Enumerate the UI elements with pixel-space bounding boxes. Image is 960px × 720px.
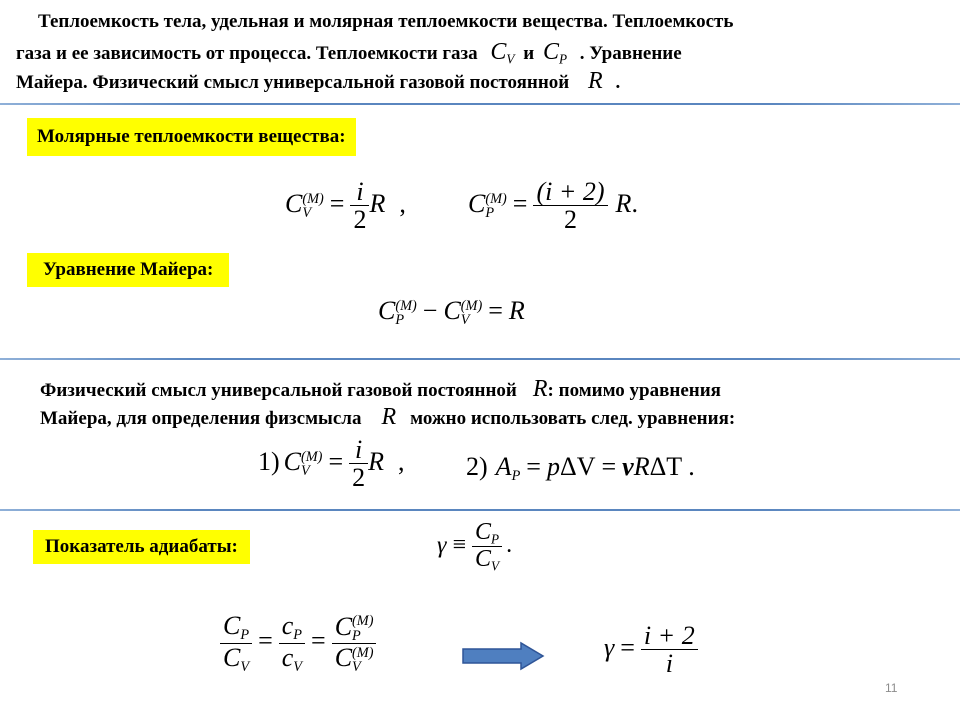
divider-2 <box>0 358 960 360</box>
page-number: 11 <box>885 681 898 695</box>
divider-3 <box>0 509 960 511</box>
slide-title-line-1: Теплоемкость тела, удельная и молярная теплоемкости вещества. Теплоемкость <box>38 11 734 32</box>
section-label-molar: Молярные теплоемкости вещества: <box>27 118 356 156</box>
formula-cp-molar: C (M) P = $\frac{(i + 2)}{2}$ R. <box>468 177 638 235</box>
cv-symbol: $C_V$ <box>490 39 515 67</box>
right-arrow-icon <box>461 641 545 671</box>
physical-meaning-line-1: Физический смысл универсальной газовой постоянной R: помимо уравнения <box>40 376 721 402</box>
slide-title-line-2: газа и ее зависимость от процесса. Теплоемкости газа $C_V$ и $C_P$ . Уравнение <box>16 39 682 67</box>
section-label-adiabatic: Показатель адиабаты: <box>33 530 250 564</box>
formula-ratio-chain: $\frac{C_P}{C_V}$ = $\frac{c_P}{c_V}$ = C (M) P C (M) V <box>220 612 376 675</box>
r-symbol: R <box>588 68 603 94</box>
formula-physical-2: 2) $A_P = p\Delta V = \nu R\Delta T$ . <box>466 452 695 484</box>
divider-1 <box>0 103 960 105</box>
formula-cv-molar: C (M) V = $\frac{i}{2}$ R , <box>285 177 406 235</box>
cp-symbol: $C_P$ <box>542 39 568 67</box>
physical-meaning-line-2: Майера, для определения физсмысла R можно использовать след. уравнения: <box>40 404 736 430</box>
section-label-mayer: Уравнение Майера: <box>27 253 229 287</box>
formula-gamma-definition: γ ≡ $\frac{C_P}{C_V}$ . <box>437 519 513 575</box>
slide-title-line-3: Майера. Физический смысл универсальной газовой постоянной R . <box>16 68 621 94</box>
formula-physical-1: 1) C (M) V = $\frac{i}{2}$ R , <box>258 435 405 493</box>
formula-mayer: C (M) P − C (M) V = R <box>378 296 525 329</box>
formula-gamma-result: γ = $\frac{i + 2}{i}$ <box>604 622 698 678</box>
